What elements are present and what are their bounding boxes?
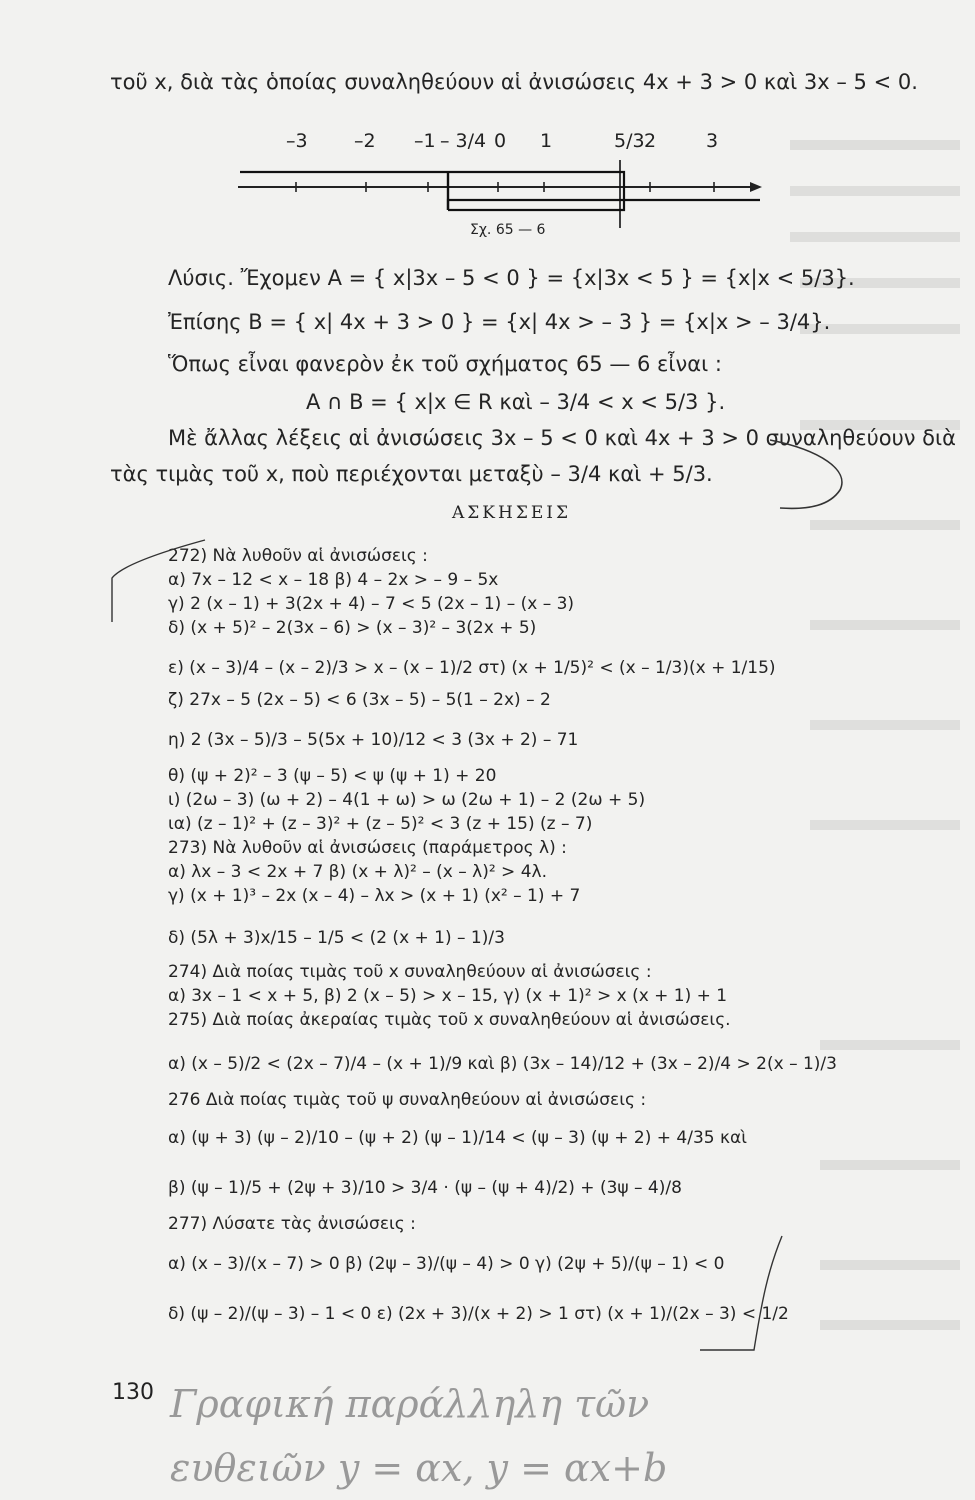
text-line: Ὅπως εἶναι φανερὸν ἐκ τοῦ σχήματος 65 — 6 εἶναι :: [168, 352, 722, 376]
text-line: τοῦ x, διὰ τὰς ὁποίας συναληθεύουν αἱ ἀνισώσεις 4x + 3 > 0 καὶ 3x – 5 < 0.: [110, 70, 918, 94]
text-line: γ) (x + 1)³ – 2x (x – 4) – λx > (x + 1) (x² – 1) + 7: [168, 886, 581, 906]
text-line: β) (ψ – 1)/5 + (2ψ + 3)/10 > 3/4 · (ψ – (ψ + 4)/2) + (3ψ – 4)/8: [168, 1178, 682, 1198]
pen-bracket-left: [112, 540, 205, 622]
page-number: 130: [112, 1380, 154, 1405]
text-line: α) (x – 5)/2 < (2x – 7)/4 – (x + 1)/9 καὶ β) (3x – 14)/12 + (3x – 2)/4 > 2(x – 1)/3: [168, 1054, 837, 1074]
text-line: 275) Διὰ ποίας ἀκεραίας τιμὰς τοῦ x συναληθεύουν αἱ ἀνισώσεις.: [168, 1010, 731, 1030]
text-line: Μὲ ἄλλας λέξεις αἱ ἀνισώσεις 3x – 5 < 0 καὶ 4x + 3 > 0 συναληθεύουν διὰ: [168, 426, 956, 450]
text-line: Λύσις. Ἔχομεν A = { x|3x – 5 < 0 } = {x|3x < 5 } = {x|x < 5/3}.: [168, 266, 855, 290]
text-line: Ἐπίσης B = { x| 4x + 3 > 0 } = {x| 4x > – 3 } = {x|x > – 3/4}.: [168, 310, 831, 334]
text-line: ε) (x – 3)/4 – (x – 2)/3 > x – (x – 1)/2 στ) (x + 1/5)² < (x – 1/3)(x + 1/15): [168, 658, 776, 678]
text-line: 277) Λύσατε τὰς ἀνισώσεις :: [168, 1214, 416, 1234]
axis-tick-label: 2: [644, 130, 657, 152]
axis-tick-label: –3: [286, 130, 308, 152]
axis-tick-label: 0: [494, 130, 507, 152]
text-line: ι) (2ω – 3) (ω + 2) – 4(1 + ω) > ω (2ω + 1) – 2 (2ω + 5): [168, 790, 646, 810]
text-line: α) 7x – 12 < x – 18 β) 4 – 2x > – 9 – 5x: [168, 570, 499, 590]
handwritten-line: Γραφική παράλληλη τῶν: [170, 1382, 650, 1426]
axis-tick-label: 3: [706, 130, 719, 152]
text-line: η) 2 (3x – 5)/3 – 5(5x + 10)/12 < 3 (3x + 2) – 71: [168, 730, 579, 750]
text-line: Σχ. 65 — 6: [470, 222, 546, 238]
text-line: α) 3x – 1 < x + 5, β) 2 (x – 5) > x – 15, γ) (x + 1)² > x (x + 1) + 1: [168, 986, 728, 1006]
pen-bracket-right: [700, 1236, 782, 1350]
pen-curve-mark: [770, 440, 842, 508]
axis-tick-label: –1: [414, 130, 436, 152]
text-line: θ) (ψ + 2)² – 3 (ψ – 5) < ψ (ψ + 1) + 20: [168, 766, 497, 786]
text-line: ια) (z – 1)² + (z – 3)² + (z – 5)² < 3 (z + 15) (z – 7): [168, 814, 593, 834]
handwritten-line: ευθειῶν y = αx, y = αx+b: [170, 1446, 668, 1490]
text-line: 274) Διὰ ποίας τιμὰς τοῦ x συναληθεύουν αἱ ἀνισώσεις :: [168, 962, 652, 982]
text-line: γ) 2 (x – 1) + 3(2x + 4) – 7 < 5 (2x – 1) – (x – 3): [168, 594, 575, 614]
text-line: α) (ψ + 3) (ψ – 2)/10 – (ψ + 2) (ψ – 1)/14 < (ψ – 3) (ψ + 2) + 4/35 καὶ: [168, 1128, 747, 1148]
text-line: δ) (ψ – 2)/(ψ – 3) – 1 < 0 ε) (2x + 3)/(x + 2) > 1 στ) (x + 1)/(2x – 3) < 1/2: [168, 1304, 789, 1324]
axis-tick-label: 1: [540, 130, 553, 152]
text-line: A ∩ B = { x|x ∈ R καὶ – 3/4 < x < 5/3 }.: [306, 390, 726, 414]
text-line: 273) Νὰ λυθοῦν αἱ ἀνισώσεις (παράμετρος λ) :: [168, 838, 567, 858]
text-line: δ) (x + 5)² – 2(3x – 6) > (x – 3)² – 3(2x + 5): [168, 618, 537, 638]
text-line: ΑΣΚΗΣΕΙΣ: [452, 503, 571, 523]
text-line: α) (x – 3)/(x – 7) > 0 β) (2ψ – 3)/(ψ – 4) > 0 γ) (2ψ + 5)/(ψ – 1) < 0: [168, 1254, 725, 1274]
axis-tick-label: –2: [354, 130, 376, 152]
text-line: ζ) 27x – 5 (2x – 5) < 6 (3x – 5) – 5(1 – 2x) – 2: [168, 690, 551, 710]
axis-tick-label: 5/3: [614, 130, 645, 152]
axis-tick-label: – 3/4: [440, 130, 487, 152]
text-line: α) λx – 3 < 2x + 7 β) (x + λ)² – (x – λ)² > 4λ.: [168, 862, 547, 882]
text-line: δ) (5λ + 3)x/15 – 1/5 < (2 (x + 1) – 1)/3: [168, 928, 505, 948]
text-line: τὰς τιμὰς τοῦ x, ποὺ περιέχονται μεταξὺ – 3/4 καὶ + 5/3.: [110, 462, 713, 486]
text-line: 276 Διὰ ποίας τιμὰς τοῦ ψ συναληθεύουν αἱ ἀνισώσεις :: [168, 1090, 647, 1110]
text-line: 272) Νὰ λυθοῦν αἱ ἀνισώσεις :: [168, 546, 428, 566]
